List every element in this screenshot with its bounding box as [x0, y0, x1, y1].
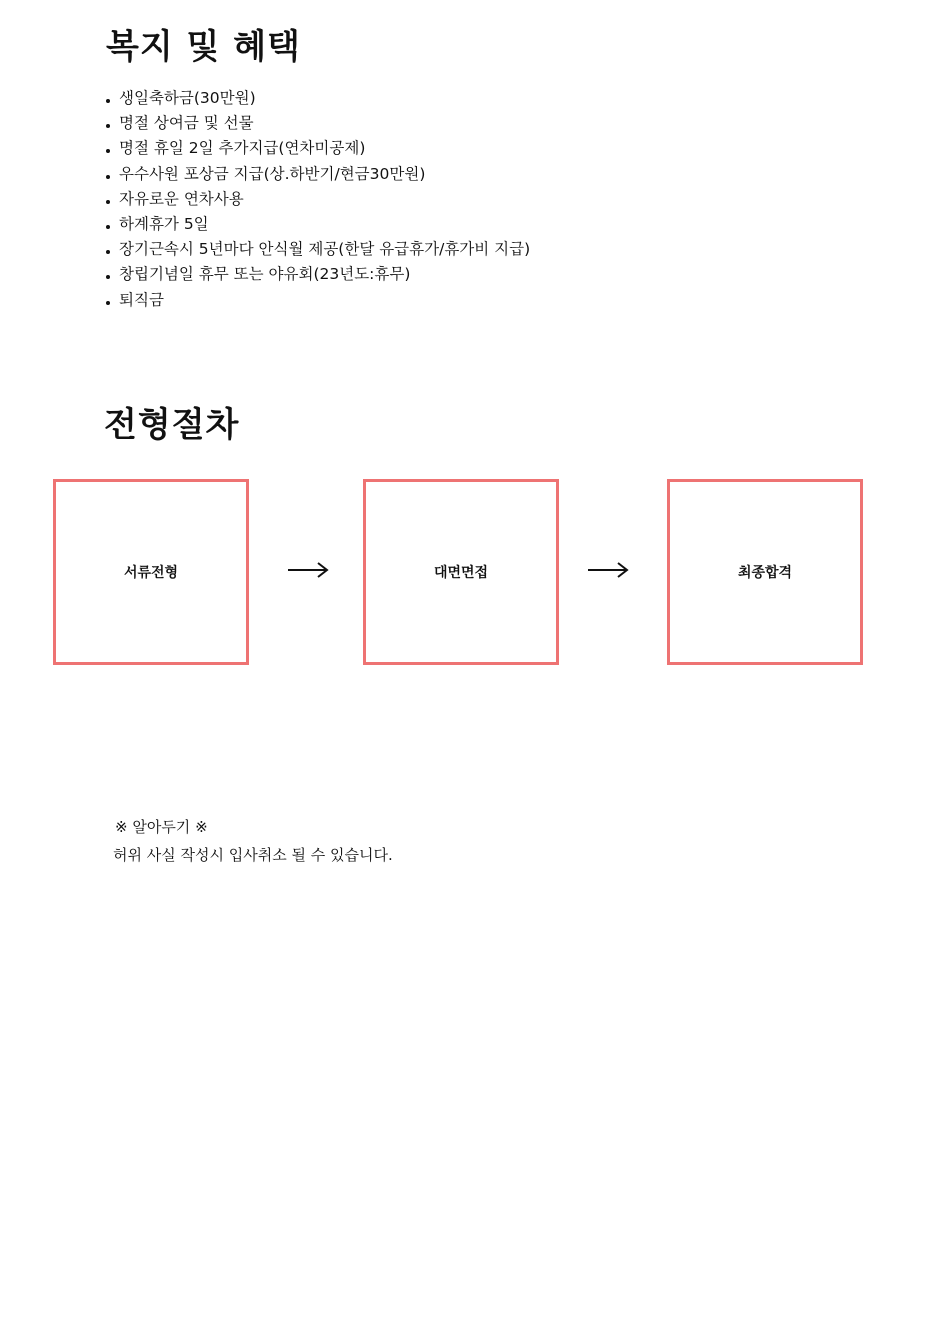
- step-label: 서류전형: [123, 565, 179, 581]
- list-item: [106, 237, 530, 262]
- benefits-title: 복지 및 혜택: [106, 27, 301, 67]
- benefit-text: 우수사원 포상금 지급(상.하반기/현금30만원): [119, 164, 426, 183]
- benefit-text: 명절 상여금 및 선물: [119, 114, 254, 133]
- bullet-icon: [106, 200, 110, 204]
- step-label: 최종합격: [737, 565, 793, 581]
- notice-block: [113, 814, 393, 870]
- list-item: [106, 212, 530, 237]
- right-arrow-icon: [287, 560, 329, 580]
- list-item: [106, 136, 530, 161]
- benefit-text: 장기근속시 5년마다 안식월 제공(한달 유급휴가/휴가비 지급): [119, 240, 531, 259]
- bullet-icon: [106, 250, 110, 254]
- notice-text: 허위 사실 작성시 입사취소 될 수 있습니다.: [113, 846, 393, 864]
- benefit-text: 자유로운 연차사용: [119, 189, 244, 208]
- list-item: [106, 262, 530, 287]
- notice-title: ※ 알아두기 ※: [115, 818, 208, 836]
- list-item: [106, 187, 530, 212]
- step-label: 대면면접: [433, 565, 489, 581]
- list-item: [106, 162, 530, 187]
- process-step-document-screening: [53, 479, 249, 665]
- benefit-text: 퇴직금: [119, 290, 164, 309]
- bullet-icon: [106, 275, 110, 279]
- process-step-final-acceptance: [667, 479, 863, 665]
- bullet-icon: [106, 149, 110, 153]
- benefit-text: 명절 휴일 2일 추가지급(연차미공제): [119, 139, 366, 158]
- list-item: [106, 111, 530, 136]
- bullet-icon: [106, 225, 110, 229]
- right-arrow-icon: [587, 560, 629, 580]
- benefits-list: [106, 86, 530, 313]
- bullet-icon: [106, 301, 110, 305]
- benefit-text: 하계휴가 5일: [119, 214, 209, 233]
- process-step-interview: [363, 479, 559, 665]
- benefit-text: 생일축하금(30만원): [119, 89, 256, 107]
- list-item: [106, 86, 530, 111]
- bullet-icon: [106, 99, 110, 103]
- bullet-icon: [106, 175, 110, 179]
- process-title: 전형절차: [104, 405, 240, 445]
- bullet-icon: [106, 124, 110, 128]
- benefit-text: 창립기념일 휴무 또는 야유회(23년도:휴무): [119, 265, 411, 284]
- list-item: [106, 288, 530, 313]
